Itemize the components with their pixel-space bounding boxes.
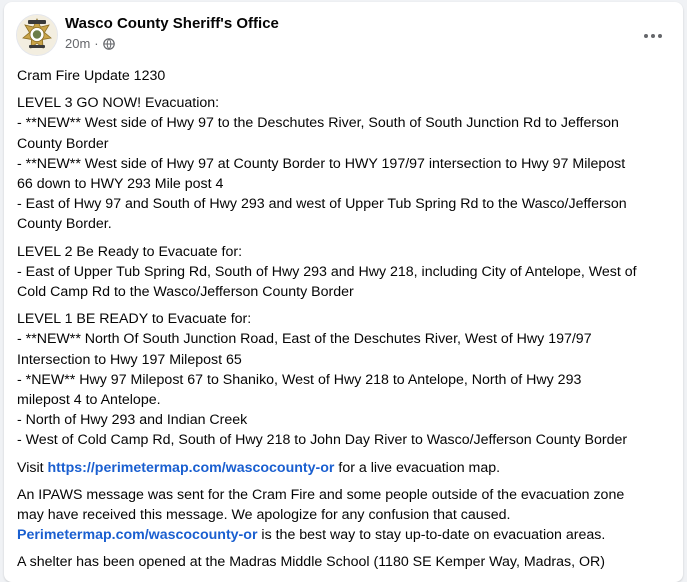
- post-title: [17, 66, 677, 86]
- level2-heading: LEVEL 2 Be Ready to Evacuate for:: [17, 243, 243, 260]
- ipaws-line: may have received this message. We apologize for any confusion that caused.: [17, 507, 511, 524]
- post-timestamp[interactable]: 20m: [65, 36, 91, 51]
- level3-line: - East of Hwy 97 and South of Hwy 293 and west of Upper Tub Spring Rd to the Wasco/Jefferson: [17, 196, 627, 213]
- sheriff-badge-icon: [17, 15, 57, 55]
- level3-line: 66 down to HWY 293 Mile post 4: [17, 176, 224, 193]
- ipaws-line3-suffix: is the best way to stay up-to-date on evacuation areas.: [257, 527, 606, 544]
- title-line: Cram Fire Update 1230: [17, 68, 166, 84]
- post-meta: [65, 36, 115, 51]
- perimeter-map-short-link[interactable]: Perimetermap.com/wascocounty-or: [17, 527, 258, 544]
- page-name[interactable]: Wasco County Sheriff's Office: [65, 15, 279, 32]
- ipaws-line: An IPAWS message was sent for the Cram Fire and some people outside of the evacuation zone: [17, 486, 625, 503]
- level3-line: - **NEW** West side of Hwy 97 at County Border to HWY 197/97 intersection to Hwy 97 Milepost: [17, 155, 626, 172]
- post-card: [4, 2, 683, 582]
- level1-line: Intersection to Hwy 197 Milepost 65: [17, 351, 242, 368]
- post-body: [17, 66, 677, 580]
- level3-line: County Border.: [17, 216, 112, 233]
- more-options-button[interactable]: [639, 22, 667, 50]
- level1-line: - **NEW** North Of South Junction Road, East of the Deschutes River, West of Hwy 197/97: [17, 331, 592, 348]
- visit-prefix: Visit: [17, 459, 48, 476]
- level1-line: - West of Cold Camp Rd, South of Hwy 218 to John Day River to Wasco/Jefferson County Border: [17, 432, 628, 449]
- level1-section: [17, 309, 677, 450]
- visit-line: [17, 458, 677, 478]
- level2-line: - East of Upper Tub Spring Rd, South of Hwy 293 and Hwy 218, including City of Antelope, West of: [17, 263, 637, 280]
- shelter-line: A shelter has been opened at the Madras Middle School (1180 SE Kemper Way, Madras, OR): [17, 554, 606, 571]
- meta-separator: ·: [94, 36, 99, 51]
- level3-line: - **NEW** West side of Hwy 97 to the Deschutes River, South of South Junction Rd to Jefferson: [17, 115, 619, 132]
- ipaws-section: [17, 485, 677, 546]
- perimeter-map-link[interactable]: https://perimetermap.com/wascocounty-or: [47, 459, 335, 476]
- level1-line: - North of Hwy 293 and Indian Creek: [17, 412, 248, 429]
- level2-section: [17, 242, 677, 303]
- level3-line: County Border: [17, 135, 109, 152]
- level2-line: Cold Camp Rd to the Wasco/Jefferson County Border: [17, 284, 354, 301]
- visit-suffix: for a live evacuation map.: [334, 459, 501, 476]
- level1-line: milepost 4 to Antelope.: [17, 392, 161, 409]
- level3-section: [17, 93, 677, 234]
- level3-heading: LEVEL 3 GO NOW! Evacuation:: [17, 95, 220, 112]
- ipaws-line: [17, 525, 677, 545]
- globe-icon: [103, 38, 115, 50]
- avatar[interactable]: [16, 14, 58, 56]
- shelter-section: [17, 552, 677, 572]
- post-header: [16, 14, 671, 58]
- level1-line: - *NEW** Hwy 97 Milepost 67 to Shaniko, West of Hwy 218 to Antelope, North of Hwy 293: [17, 371, 582, 388]
- more-options-icon: [643, 33, 663, 39]
- level1-heading: LEVEL 1 BE READY to Evacuate for:: [17, 311, 252, 328]
- visit-section: [17, 458, 677, 478]
